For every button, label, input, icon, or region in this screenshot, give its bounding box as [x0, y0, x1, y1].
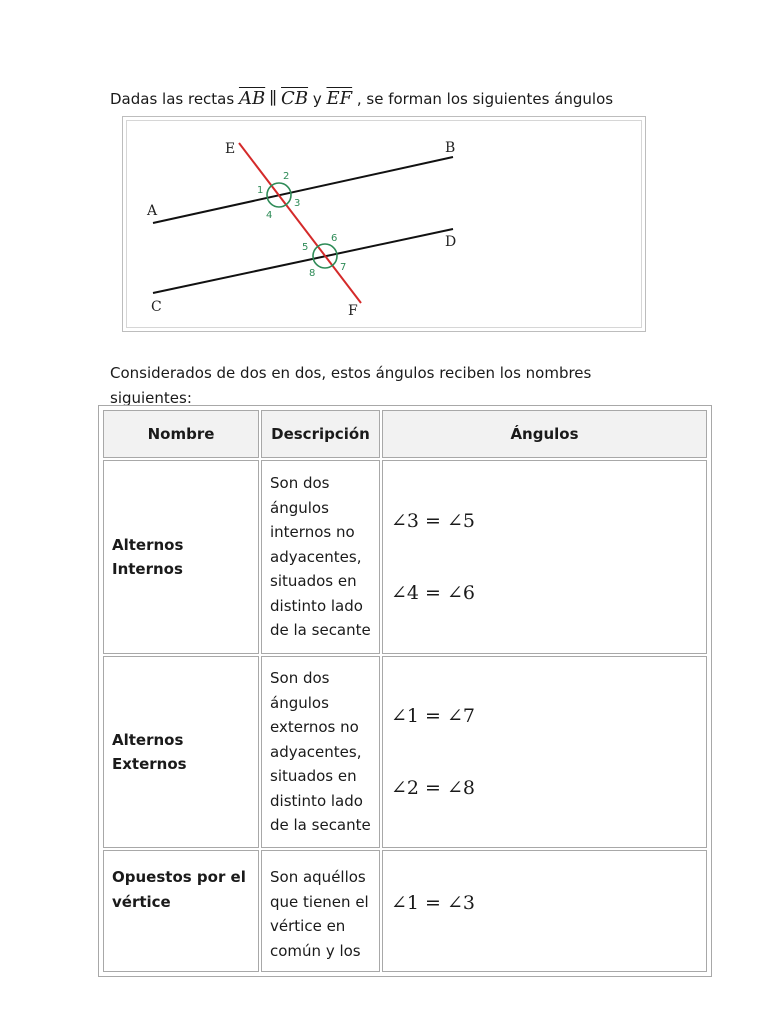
row-name: Alternos Internos	[103, 460, 259, 654]
angle-label-1: 1	[257, 185, 264, 196]
angle-equation: ∠3 = ∠5	[391, 510, 476, 532]
angle-label-5: 5	[302, 242, 309, 253]
angle-equation: ∠1 = ∠7	[391, 705, 476, 727]
angle-label-2: 2	[283, 171, 290, 182]
point-label-d: D	[445, 234, 457, 250]
transversal-ef	[239, 143, 361, 303]
header-nombre: Nombre	[103, 410, 259, 458]
point-label-f: F	[348, 303, 358, 319]
point-label-c: C	[151, 299, 162, 315]
intro-y: y	[308, 90, 327, 108]
angle-label-8: 8	[309, 268, 316, 279]
table-row	[103, 656, 707, 848]
point-label-e: E	[225, 141, 236, 157]
angle-equation: ∠1 = ∠3	[391, 892, 476, 914]
parallel-lines-figure	[122, 116, 646, 332]
figure-diagram	[123, 117, 645, 331]
row-angles	[382, 460, 707, 654]
row-angles	[382, 850, 707, 972]
point-label-b: B	[445, 140, 456, 156]
segment-ab: $\overline{AB}$	[238, 88, 266, 109]
segment-cb: $\overline{CB}$	[281, 88, 309, 109]
row-description: Son aquéllos que tienen el vértice en común y los	[261, 850, 380, 972]
line-ab	[153, 157, 453, 223]
row-description: Son dos ángulos externos no adyacentes, situados en distinto lado de la secante	[261, 656, 380, 848]
row-description: Son dos ángulos internos no adyacentes, situados en distinto lado de la secante	[261, 460, 380, 654]
line-cd	[153, 229, 453, 293]
angle-label-4: 4	[266, 210, 273, 221]
angle-label-7: 7	[340, 262, 347, 273]
table-row	[103, 850, 707, 972]
header-descripcion: Descripción	[261, 410, 380, 458]
row-name: Opuestos por el vértice	[103, 850, 259, 972]
header-angulos: Ángulos	[382, 410, 707, 458]
intro-prefix: Dadas las rectas	[110, 90, 239, 108]
parallel-symbol: ∥	[269, 89, 278, 109]
point-label-a: A	[147, 203, 158, 219]
segment-ef: $\overline{EF}$	[326, 88, 353, 109]
intro-suffix: , se forman los siguientes ángulos	[352, 90, 614, 108]
angle-label-6: 6	[331, 233, 338, 244]
row-name: Alternos Externos	[103, 656, 259, 848]
angles-table-container	[98, 405, 712, 977]
table-row	[103, 460, 707, 654]
subheading-text: Considerados de dos en dos, estos ángulos reciben los nombres siguientes:	[110, 364, 592, 407]
angle-equation: ∠2 = ∠8	[391, 777, 476, 799]
row-angles	[382, 656, 707, 848]
angle-label-3: 3	[294, 198, 301, 209]
intro-text	[110, 88, 710, 110]
table-header-row	[103, 410, 707, 458]
angles-table	[101, 408, 709, 974]
angle-equation: ∠4 = ∠6	[391, 582, 476, 604]
